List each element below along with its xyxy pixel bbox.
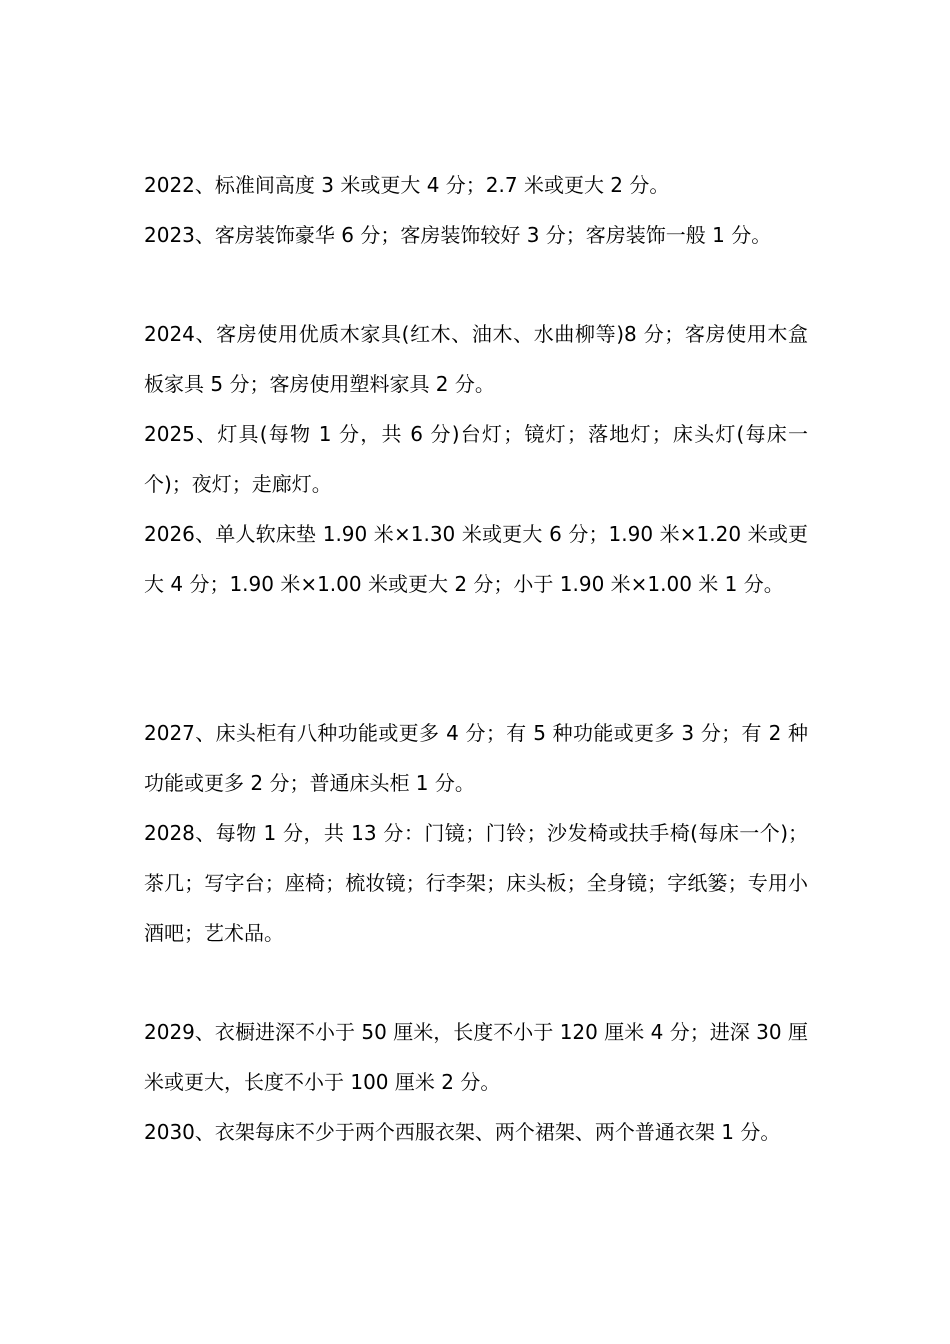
paragraph-2030: 2030、衣架每床不少于两个西服衣架、两个裙架、两个普通衣架 1 分。 <box>144 1120 781 1144</box>
paragraph-2024: 2024、客房使用优质木家具(红木、油木、水曲柳等)8 分；客房使用木盒板家具 5 分；客房使用塑料家具 2 分。 <box>144 322 808 396</box>
paragraph-2025: 2025、灯具(每物 1 分，共 6 分)台灯；镜灯；落地灯；床头灯(每床一个)；夜灯；走廊灯。 <box>144 422 808 496</box>
paragraph-2028: 2028、每物 1 分，共 13 分：门镜；门铃；沙发椅或扶手椅(每床一个)；茶几；写字台；座椅；梳妆镜；行李架；床头板；全身镜；字纸篓；专用小酒吧；艺术品。 <box>144 821 808 945</box>
paragraph-2023: 2023、客房装饰豪华 6 分；客房装饰较好 3 分；客房装饰一般 1 分。 <box>144 223 772 247</box>
paragraph-2027: 2027、床头柜有八种功能或更多 4 分；有 5 种功能或更多 3 分；有 2 种功能或更多 2 分；普通床头柜 1 分。 <box>144 721 808 795</box>
paragraph-2029: 2029、衣橱进深不小于 50 厘米，长度不小于 120 厘米 4 分；进深 30 厘米或更大，长度不小于 100 厘米 2 分。 <box>144 1020 808 1094</box>
paragraph-2022: 2022、标准间高度 3 米或更大 4 分；2.7 米或更大 2 分。 <box>144 173 670 197</box>
paragraph-2026: 2026、单人软床垫 1.90 米×1.30 米或更大 6 分；1.90 米×1.20 米或更大 4 分；1.90 米×1.00 米或更大 2 分；小于 1.90 米×1.00 米 1 分。 <box>144 522 808 596</box>
